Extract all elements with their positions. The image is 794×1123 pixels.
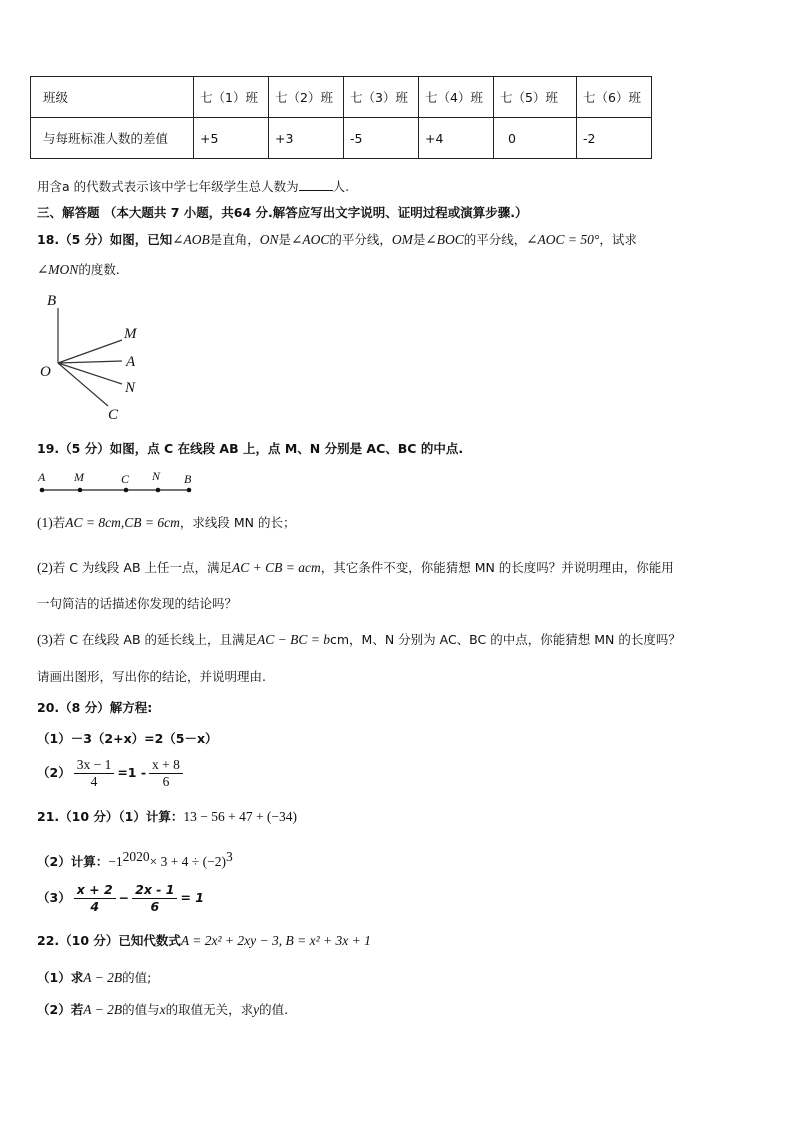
ray-oa [58, 361, 122, 363]
fraction: $\frac{2x - 1}{6}$ [132, 882, 177, 915]
point-b [187, 488, 192, 493]
label-m: M [124, 326, 137, 342]
q19-part1: (1)若AC = 8cm,CB = 6cm，求线段 MN 的长； [37, 515, 296, 530]
q19-part3-line2: 请画出图形，写出你的结论，并说明理由. [37, 669, 266, 684]
label-m: M [74, 470, 84, 484]
q22-part1: （1）求A − 2B的值; [37, 970, 152, 985]
q21-part1: 21.（10 分）（1）计算：13 − 56 + 47 + (−34) [37, 809, 298, 824]
label-c: C [121, 472, 130, 486]
label-o: O [40, 364, 51, 380]
table-cell: 0 [494, 118, 577, 159]
q20-part2: （2） $\frac{3x - 1}{4}$ =1 - $\frac{x + 8}{6}$ [37, 757, 186, 790]
q22-stem: 22.（10 分）已知代数式A = 2x² + 2xy − 3, B = x² + 3x + 1 [37, 933, 371, 948]
ray-om [58, 340, 122, 363]
table-cell: 七（3）班 [344, 77, 419, 118]
point-c [124, 488, 129, 493]
table-cell: +5 [194, 118, 269, 159]
q17-answer-line: 用含a 的代数式表示该中学七年级学生总人数为 人. [37, 179, 350, 194]
q20-part1: （1）－3（2+x）=2（5－x） [37, 731, 218, 746]
q21-part3: （3） $\frac{x + 2}{4}$ − $\frac{2x - 1}{6}$ = 1 [37, 882, 205, 914]
fraction: $\frac{x + 2}{4}$ [74, 882, 116, 915]
table-cell: +4 [419, 118, 494, 159]
table-cell: +3 [269, 118, 344, 159]
q21-part2: （2）计算：$-1^{2020}\times 3 + 4 \div (-2)^3$ [37, 849, 233, 870]
q19-stem: 19.（5 分）如图，点 C 在线段 AB 上，点 M、N 分别是 AC、BC 的中点. [37, 441, 464, 456]
label-a: A [126, 354, 136, 370]
point-n [156, 488, 161, 493]
section-heading: 三、解答题 （本大题共 7 小题，共64 分.解答应写出文字说明、证明过程或演算步骤.） [37, 205, 528, 220]
q18-stem: 18.（5 分）如图，已知∠AOB是直角，ON是∠AOC的平分线，OM是∠BOC的平分线，∠AOC = 50°，试求 [37, 232, 637, 247]
answer-blank [299, 178, 333, 191]
q22-part2: （2）若A − 2B的值与x的取值无关，求y的值. [37, 1002, 289, 1017]
q19-part2-line2: 一句简洁的话描述你发现的结论吗？ [37, 596, 238, 611]
label-n: N [152, 469, 161, 483]
table-cell: 七（5）班 [494, 77, 577, 118]
table-header-label: 班级 [31, 77, 194, 118]
q18-stem-line2: ∠MON的度数. [37, 262, 120, 277]
label-c: C [108, 407, 119, 423]
class-difference-table [30, 76, 652, 159]
fraction: $\frac{x + 8}{6}$ [149, 757, 183, 790]
table-cell: 七（1）班 [194, 77, 269, 118]
label-b: B [184, 472, 192, 486]
segment-figure [36, 468, 196, 494]
point-a [40, 488, 45, 493]
table-cell: -5 [344, 118, 419, 159]
label-b: B [47, 293, 57, 309]
ray-oc [58, 363, 108, 406]
point-m [78, 488, 83, 493]
table-row [31, 118, 652, 159]
angle-figure [36, 288, 156, 424]
table-cell: -2 [577, 118, 652, 159]
label-a: A [38, 470, 46, 484]
table-row-label: 与每班标准人数的差值 [31, 118, 194, 159]
table-cell: 七（4）班 [419, 77, 494, 118]
table-row [31, 77, 652, 118]
q19-part2: (2)若 C 为线段 AB 上任一点，满足AC + CB = acm，其它条件不变，你能猜想 MN 的长度吗？并说明理由，你能用 [37, 560, 674, 575]
q20-stem: 20.（8 分）解方程: [37, 700, 153, 715]
ray-on [58, 363, 122, 384]
q19-part3: (3)若 C 在线段 AB 的延长线上，且满足AC − BC = bcm，M、N 分别为 AC、BC 的中点，你能猜想 MN 的长度吗？ [37, 632, 681, 647]
fraction: $\frac{3x - 1}{4}$ [74, 757, 115, 790]
table-cell: 七（6）班 [577, 77, 652, 118]
label-n: N [125, 380, 136, 396]
table-cell: 七（2）班 [269, 77, 344, 118]
